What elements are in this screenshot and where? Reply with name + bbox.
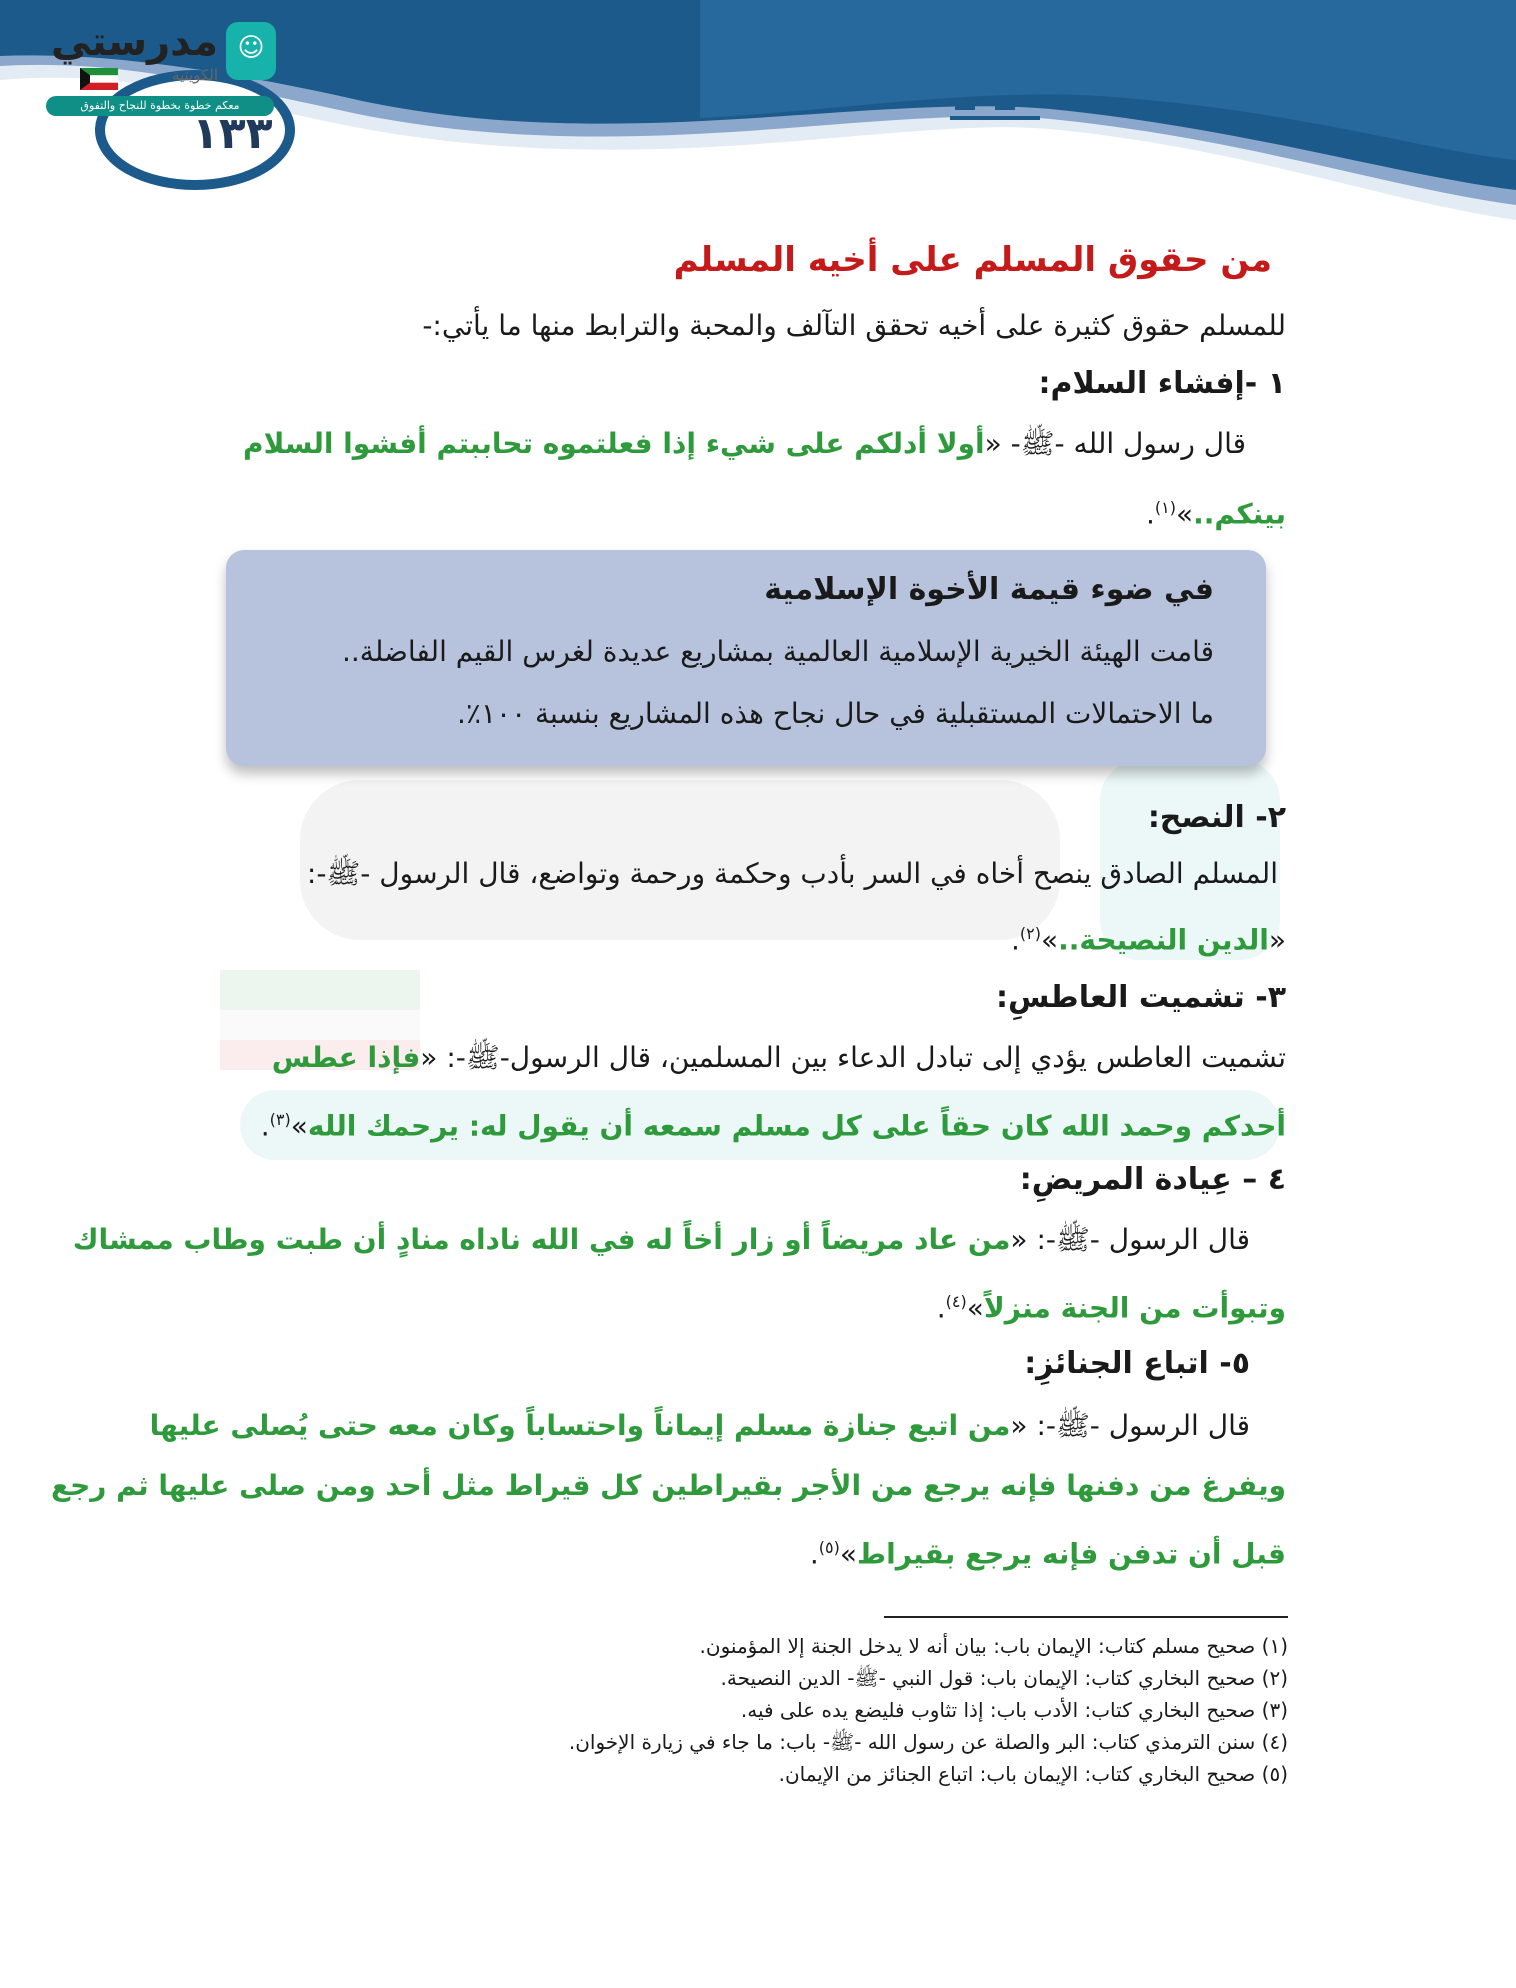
quote-lead: قال الرسول -ﷺ-: « [1010,1409,1250,1442]
section-3-line-2 [261,1100,1286,1146]
section-heading-5: ٥- اتباع الجنائزِ: [1024,1346,1250,1381]
section-5-line-2 [51,1466,1286,1506]
footnote-item: (٥) صحيح البخاري كتاب: الإيمان باب: اتباع الجنائز من الإيمان. [778,1762,1288,1786]
end-dot: . [260,1109,270,1143]
kuwait-flag-icon [80,68,118,90]
brand-logo [36,18,276,118]
footnote-item: (٣) صحيح البخاري كتاب: الأدب باب: إذا تثاوب فليضع يده على فيه. [740,1698,1288,1722]
quote-lead: قال الرسول -ﷺ-: « [1010,1223,1250,1256]
section-5-line-3 [810,1528,1286,1574]
section-5-line-1 [150,1406,1250,1446]
logo-title: مدرستي [50,19,218,65]
quote-open: « [1268,923,1286,957]
section-4-line-1 [73,1220,1250,1260]
callout-line-1: قامت الهيئة الخيرية الإسلامية العالمية بمشاريع عديدة لغرس القيم الفاضلة.. [342,635,1214,668]
logo-subtitle: الكويتية [171,66,218,84]
hadith-text: ويفرغ من دفنها فإنه يرجع من الأجر بقيراطين كل قيراط مثل أحد ومن صلى عليها ثم رجع [51,1469,1286,1502]
section-2-line-1: المسلم الصادق ينصح أخاه في السر بأدب وحكمة ورحمة وتواضع، قال الرسول -ﷺ-: [306,857,1278,890]
hadith-text: قبل أن تدفن فإنه يرجع بقيراط [857,1537,1286,1571]
footnote-ref: (٢) [1019,924,1041,943]
quote-close: » [839,1537,858,1571]
section-1-line-1 [243,424,1246,464]
section-3-line-1 [272,1038,1286,1078]
end-dot: . [936,1291,946,1325]
callout-line-2: ما الاحتمالات المستقبلية في حال نجاح هذه المشاريع بنسبة ١٠٠٪. [457,697,1214,730]
hadith-text: من عاد مريضاً أو زار أخاً له في الله ناداه منادٍ أن طبت وطاب ممشاك [72,1223,1011,1256]
quote-lead: قال رسول الله -ﷺ- « [984,427,1246,460]
section-heading-1: ١ -إفشاء السلام: [1038,366,1286,401]
quote-close: » [1040,923,1059,957]
callout-heading: في ضوء قيمة الأخوة الإسلامية [764,572,1214,607]
footnote-ref: (٥) [818,1538,840,1557]
section-heading-3: ٣- تشميت العاطسِ: [996,980,1286,1015]
footnote-ref: (٣) [269,1110,291,1129]
quote-close: » [966,1291,984,1325]
footnotes [569,1630,1288,1790]
quote-close: » [1175,497,1194,531]
footnote-item: (١) صحيح مسلم كتاب: الإيمان باب: بيان أنه لا يدخل الجنة إلا المؤمنون. [699,1634,1288,1658]
section-1-line-2 [1146,488,1286,534]
hadith-text: فإذا عطس [271,1041,421,1074]
footnote-item: (٤) سنن الترمذي كتاب: البر والصلة عن رسول الله -ﷺ- باب: ما جاء في زيارة الإخوان. [568,1730,1288,1754]
section-heading-2: ٢- النصح: [1147,800,1286,835]
end-dot: . [1145,497,1155,531]
hadith-text: من اتبع جنازة مسلم إيماناً واحتساباً وكان معه حتى يُصلى عليها [149,1409,1011,1442]
footnote-item: (٢) صحيح البخاري كتاب: الإيمان باب: قول النبي -ﷺ- الدين النصيحة. [720,1666,1288,1690]
section-2-line-2 [1011,914,1286,960]
hadith-text: أحدكم وحمد الله كان حقاً على كل مسلم سمعه أن يقول له: يرحمك الله [307,1109,1286,1143]
quote-close: » [290,1109,308,1143]
section-heading-4: ٤ – عِيادة المريضِ: [1019,1162,1286,1197]
footnote-divider [884,1616,1288,1618]
page-number: ١٣٣ [192,108,273,159]
hadith-text: أولا أدلكم على شيء إذا فعلتموه تحاببتم أفشوا السلام [243,427,985,460]
logo-slogan: معكم خطوة بخطوة للنجاح والتفوق [46,96,274,116]
hadith-text: بينكم.. [1193,497,1286,531]
hadith-text: وتبوأت من الجنة منزلاً [983,1291,1286,1325]
footnote-ref: (٤) [945,1292,967,1311]
end-dot: . [1010,923,1020,957]
smile-icon: ☺ [226,22,276,80]
callout-box [226,550,1266,766]
page-title: من حقوق المسلم على أخيه المسلم [673,240,1272,280]
hadith-text: الدين النصيحة.. [1058,923,1269,957]
section-4-line-2 [937,1282,1286,1328]
intro-text: للمسلم حقوق كثيرة على أخيه تحقق التآلف والمحبة والترابط منها ما يأتي:- [422,309,1286,342]
quote-lead: تشميت العاطس يؤدي إلى تبادل الدعاء بين المسلمين، قال الرسول-ﷺ-: « [420,1041,1286,1074]
end-dot: . [809,1537,819,1571]
footnote-ref: (١) [1154,498,1176,517]
